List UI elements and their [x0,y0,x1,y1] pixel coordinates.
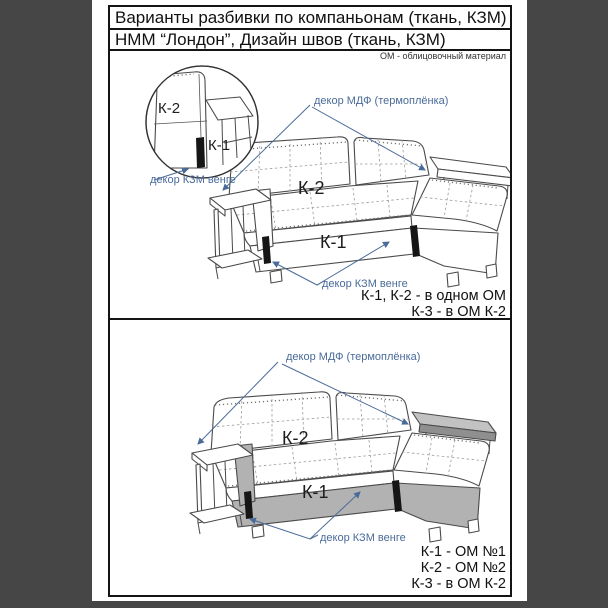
sofa-k1-mark: К-1 [320,232,347,252]
sofa-k2-mark: К-2 [298,178,325,198]
mdf-decor-label: декор МДФ (термоплёнка) [286,351,421,363]
note-line: К-1 - ОМ №1 [420,544,506,560]
sofa-line-art-gray-base [190,392,496,542]
sofa-k1-mark: К-1 [302,482,329,502]
sofa-k2-mark: К-2 [282,428,309,448]
note-line: К-2 - ОМ №2 [420,560,506,576]
mdf-decor-label: декор МДФ (термоплёнка) [314,95,449,107]
document-page [92,0,527,601]
kzm-wenge-label-bottom: декор КЗМ венге [322,278,408,290]
note-line: К-3 - в ОМ К-2 [411,576,506,592]
variant-1-notes [361,288,506,320]
variant-2-notes [411,544,506,592]
note-line: К-3 - в ОМ К-2 [411,304,506,320]
sofa-line-art [208,137,507,287]
note-line: К-1, К-2 - в одном ОМ [361,288,506,304]
variant-2-section [110,322,510,595]
variant-1-section [110,50,510,320]
detail-k2-mark: К-2 [158,100,181,117]
om-abbreviation-note: ОМ - облицовочный материал [379,51,506,61]
content-frame [108,5,512,597]
kzm-wenge-label-top: декор КЗМ венге [150,174,236,186]
detail-magnifier-circle [146,66,258,178]
page-title-line-2: НММ “Лондон”, Дизайн швов (ткань, КЗМ) [110,30,510,51]
detail-k1-mark: К-1 [208,137,231,154]
kzm-wenge-label: декор КЗМ венге [320,532,406,544]
page-title-line-1: Варианты разбивки по компаньонам (ткань, КЗМ) [110,7,510,30]
